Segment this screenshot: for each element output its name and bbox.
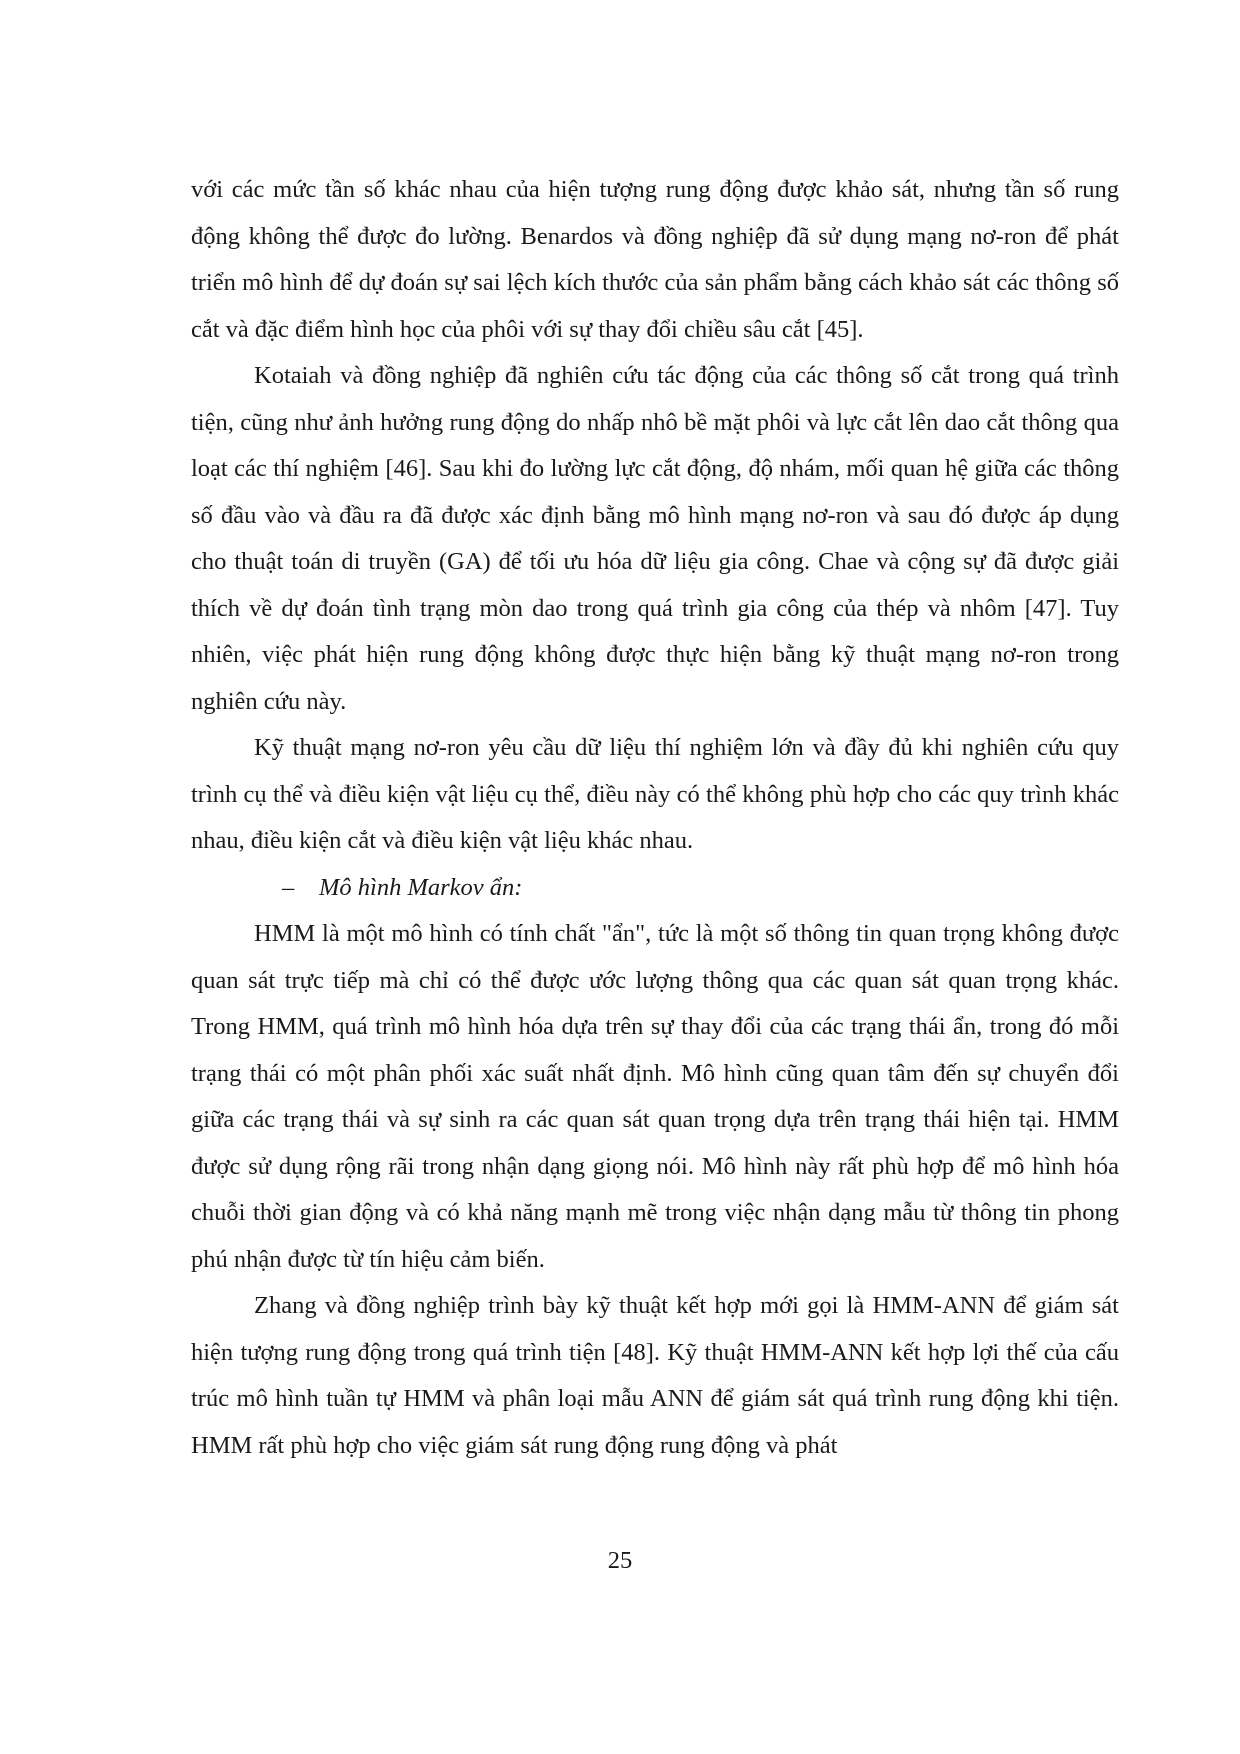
dash-marker: – (282, 873, 295, 901)
paragraph-zhang: Zhang và đồng nghiệp trình bày kỹ thuật kết hợp mới gọi là HMM-ANN để giám sát hiện tượng rung động trong quá trình tiện [48]. Kỹ thuật HMM-ANN kết hợp lợi thế của cấu trúc mô hình tuần tự HMM và phân loại mẫu ANN để giám sát quá trình rung động khi tiện. HMM rất phù hợp cho việc giám sát rung động rung động và phát (191, 1292, 1119, 1459)
paragraph-hmm-definition: HMM là một mô hình có tính chất "ẩn", tức là một số thông tin quan trọng không được quan sát trực tiếp mà chỉ có thể được ước lượng thông qua các quan sát quan trọng khác. Trong HMM, quá trình mô hình hóa dựa trên sự thay đổi của các trạng thái ẩn, trong đó mỗi trạng thái có một phân phối xác suất nhất định. Mô hình cũng quan tâm đến sự chuyển đổi giữa các trạng thái và sự sinh ra các quan sát quan trọng dựa trên trạng thái hiện tại. HMM được sử dụng rộng rãi trong nhận dạng giọng nói. Mô hình này rất phù hợp để mô hình hóa chuỗi thời gian động và có khả năng mạnh mẽ trong việc nhận dạng mẫu từ thông tin phong phú nhận được từ tín hiệu cảm biến. (191, 920, 1119, 1273)
page-number: 25 (607, 1547, 633, 1574)
paragraph-neural-network-limits: Kỹ thuật mạng nơ-ron yêu cầu dữ liệu thí nghiệm lớn và đầy đủ khi nghiên cứu quy trình cụ thể và điều kiện vật liệu cụ thể, điều này có thể không phù hợp cho các quy trình khác nhau, điều kiện cắt và điều kiện vật liệu khác nhau. (191, 734, 1119, 854)
body-text (191, 167, 1119, 1469)
paragraph-kotaiah: Kotaiah và đồng nghiệp đã nghiên cứu tác động của các thông số cắt trong quá trình tiện, cũng như ảnh hưởng rung động do nhấp nhô bề mặt phôi và lực cắt lên dao cắt thông qua loạt các thí nghiệm [46]. Sau khi đo lường lực cắt động, độ nhám, mối quan hệ giữa các thông số đầu vào và đầu ra đã được xác định bằng mô hình mạng nơ-ron và sau đó được áp dụng cho thuật toán di truyền (GA) để tối ưu hóa dữ liệu gia công. Chae và cộng sự đã được giải thích về dự đoán tình trạng mòn dao trong quá trình gia công của thép và nhôm [47]. Tuy nhiên, việc phát hiện rung động không được thực hiện bằng kỹ thuật mạng nơ-ron trong nghiên cứu này. (191, 362, 1119, 715)
paragraph-continuation: với các mức tần số khác nhau của hiện tượng rung động được khảo sát, nhưng tần số rung động không thể được đo lường. Benardos và đồng nghiệp đã sử dụng mạng nơ-ron để phát triển mô hình để dự đoán sự sai lệch kích thước của sản phẩm bằng cách khảo sát các thông số cắt và đặc điểm hình học của phôi với sự thay đổi chiều sâu cắt [45]. (191, 176, 1119, 343)
bullet-heading-label: Mô hình Markov ẩn: (319, 873, 523, 901)
bullet-heading-hmm (191, 865, 1119, 912)
